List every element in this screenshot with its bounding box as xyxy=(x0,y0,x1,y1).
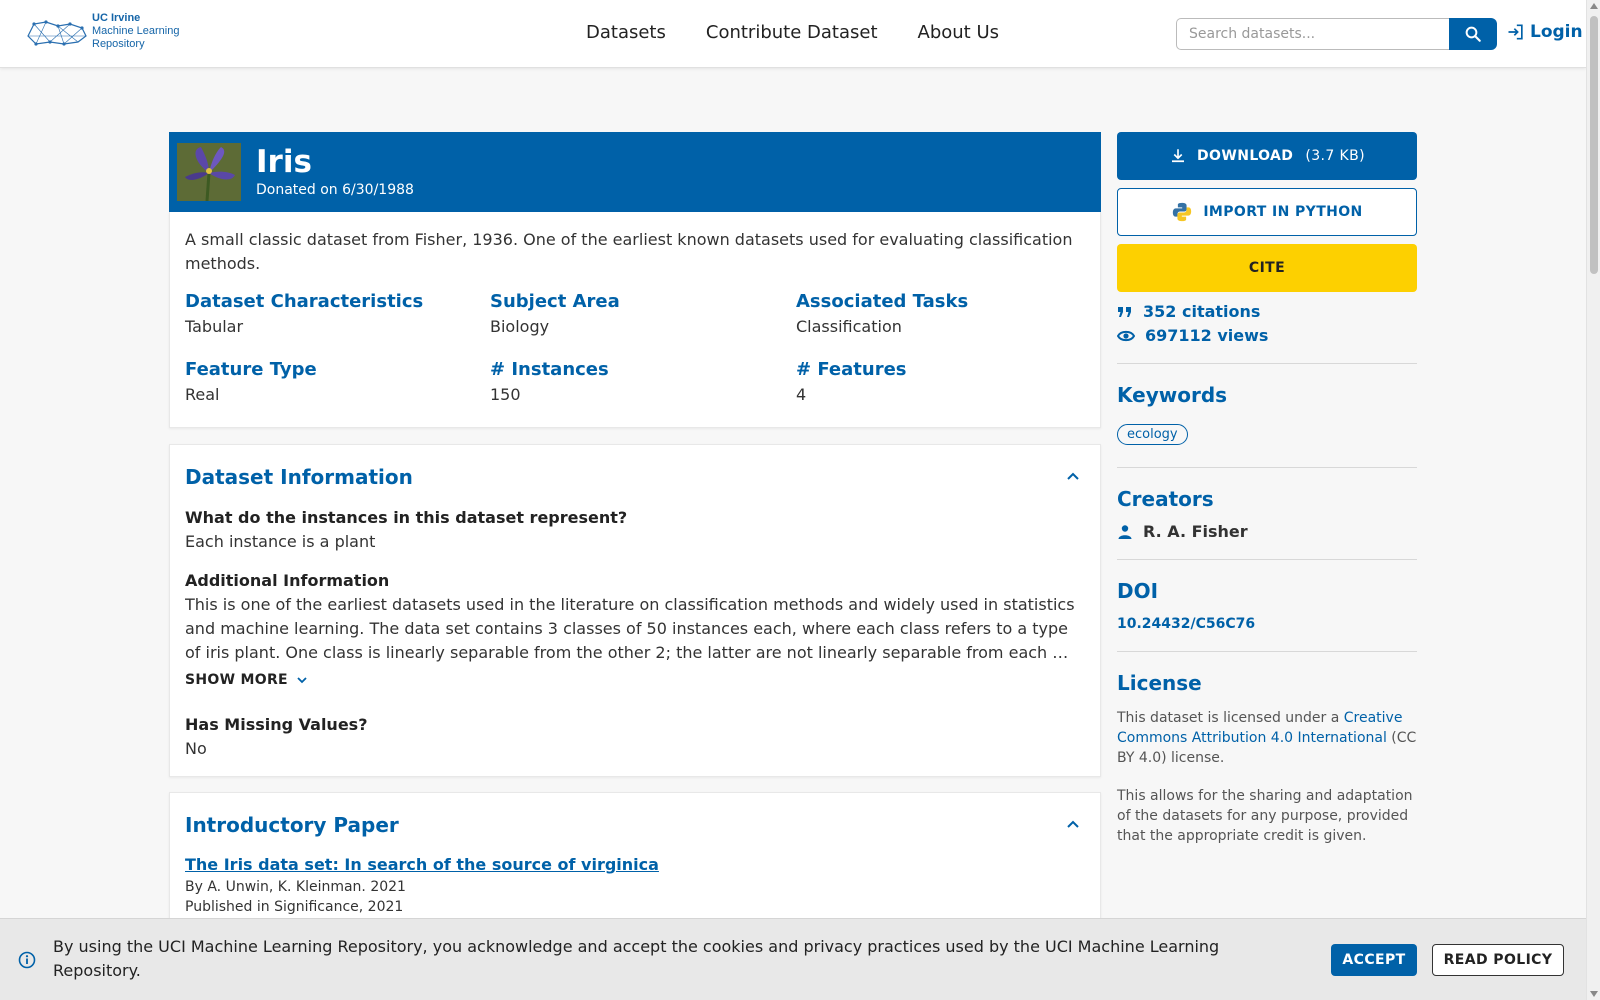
login-label: Login xyxy=(1530,22,1583,42)
instances-question: What do the instances in this dataset represent? xyxy=(185,508,628,527)
eye-icon xyxy=(1117,329,1135,343)
fact-subject-area xyxy=(490,291,790,336)
dataset-title: Iris xyxy=(256,144,312,180)
network-logo-icon xyxy=(24,14,90,50)
keyword-tag[interactable]: ecology xyxy=(1117,424,1188,445)
missing-values-question: Has Missing Values? xyxy=(185,715,368,734)
fact-feature-type xyxy=(185,359,485,404)
creator-item xyxy=(1117,522,1248,541)
keywords-title: Keywords xyxy=(1117,383,1228,407)
introductory-paper-card xyxy=(169,792,1101,932)
doi-value[interactable]: 10.24432/C56C76 xyxy=(1117,616,1256,632)
chevron-up-icon[interactable] xyxy=(1066,471,1080,481)
fact-label: Associated Tasks xyxy=(796,291,969,312)
fact-value: 150 xyxy=(490,385,521,404)
license-prefix: This dataset is licensed under a xyxy=(1117,710,1344,726)
login-link[interactable] xyxy=(1506,22,1583,42)
chevron-down-icon xyxy=(296,676,308,684)
site-header xyxy=(0,0,1586,68)
introductory-paper-title: Introductory Paper xyxy=(185,813,399,837)
page-scrollbar[interactable] xyxy=(1586,0,1600,1000)
license-suffix: (CC BY 4.0) license. xyxy=(1117,730,1417,766)
additional-info-heading: Additional Information xyxy=(185,571,390,590)
logo-line-1: UC Irvine xyxy=(92,12,141,24)
views-stat xyxy=(1117,326,1268,345)
fact-label: Subject Area xyxy=(490,291,620,312)
nav-about-us[interactable]: About Us xyxy=(917,22,999,43)
read-policy-button[interactable]: READ POLICY xyxy=(1432,944,1564,976)
license-link[interactable]: Creative Commons Attribution 4.0 International xyxy=(1117,710,1403,746)
scroll-down-icon[interactable] xyxy=(1590,991,1598,997)
dataset-information-card xyxy=(169,444,1101,777)
license-title: License xyxy=(1117,671,1202,695)
creator-name: R. A. Fisher xyxy=(1143,522,1248,541)
paper-authors: By A. Unwin, K. Kleinman. 2021 xyxy=(185,879,406,895)
views-count: 697112 views xyxy=(1145,326,1269,345)
iris-flower-image xyxy=(177,143,241,201)
sidebar-divider xyxy=(1117,559,1417,560)
quote-icon xyxy=(1117,305,1133,319)
show-more-button[interactable] xyxy=(185,672,308,688)
instances-answer: Each instance is a plant xyxy=(185,532,376,551)
download-icon xyxy=(1169,147,1187,165)
dataset-description: A small classic dataset from Fisher, 1936. One of the earliest known datasets used for evaluating classification methods. xyxy=(185,230,1073,273)
additional-info-text: This is one of the earliest datasets used in the literature on classification methods and widely used in statistics and machine learning. The data set contains 3 classes of 50 instances each, where each class refers to a type of iris plant. One class is linearly separable from the other 2; the latter are not linearly separable from each … xyxy=(185,595,1075,662)
search-bar xyxy=(1176,18,1497,50)
license-text xyxy=(1117,708,1417,768)
show-more-label: SHOW MORE xyxy=(185,672,288,688)
search-input[interactable] xyxy=(1176,18,1449,50)
download-button[interactable] xyxy=(1117,132,1417,180)
accept-button[interactable]: ACCEPT xyxy=(1331,944,1417,976)
search-icon xyxy=(1464,25,1482,43)
fact-features xyxy=(796,359,1096,404)
dataset-information-title: Dataset Information xyxy=(185,465,413,489)
creators-title: Creators xyxy=(1117,487,1214,511)
fact-label: Feature Type xyxy=(185,359,317,380)
dataset-banner xyxy=(169,132,1101,212)
citations-count: 352 citations xyxy=(1143,302,1261,321)
sidebar-divider xyxy=(1117,651,1417,652)
scrollbar-thumb[interactable] xyxy=(1590,16,1598,274)
fact-value: 4 xyxy=(796,385,807,404)
import-in-python-button[interactable] xyxy=(1117,188,1417,236)
cookie-banner xyxy=(0,918,1586,1000)
nav-contribute-dataset[interactable]: Contribute Dataset xyxy=(705,22,878,43)
license-note: This allows for the sharing and adaptation of the datasets for any purpose, provided that the appropriate credit is given. xyxy=(1117,788,1413,844)
fact-value: Tabular xyxy=(185,317,244,336)
person-icon xyxy=(1117,524,1133,540)
dataset-thumbnail xyxy=(177,143,241,201)
logo-text xyxy=(92,12,179,51)
fact-instances xyxy=(490,359,790,404)
search-button[interactable] xyxy=(1449,18,1497,50)
fact-label: # Instances xyxy=(490,359,609,380)
fact-value: Real xyxy=(185,385,220,404)
cite-button[interactable] xyxy=(1117,244,1417,292)
missing-values-answer: No xyxy=(185,739,207,758)
fact-label: Dataset Characteristics xyxy=(185,291,424,312)
site-logo[interactable] xyxy=(24,12,179,51)
fact-value: Biology xyxy=(490,317,550,336)
sidebar-divider xyxy=(1117,467,1417,468)
fact-dataset-characteristics xyxy=(185,291,485,336)
main-nav xyxy=(586,22,999,43)
chevron-up-icon[interactable] xyxy=(1066,819,1080,829)
dataset-summary-card xyxy=(169,212,1101,428)
sidebar-divider xyxy=(1117,363,1417,364)
logo-line-3: Repository xyxy=(92,38,145,50)
python-icon xyxy=(1171,201,1193,223)
citations-link[interactable] xyxy=(1117,302,1260,321)
scroll-up-icon[interactable] xyxy=(1590,3,1598,9)
fact-associated-tasks xyxy=(796,291,1096,336)
paper-link[interactable]: The Iris data set: In search of the source of virginica xyxy=(185,855,659,874)
info-icon xyxy=(18,951,36,969)
doi-title: DOI xyxy=(1117,579,1159,603)
cookie-message: By using the UCI Machine Learning Repository, you acknowledge and accept the cookies and privacy practices used by the UCI Machine Learning Repository. xyxy=(53,937,1220,980)
cite-label: CITE xyxy=(1248,260,1286,276)
donated-date: Donated on 6/30/1988 xyxy=(256,182,414,198)
paper-published: Published in Significance, 2021 xyxy=(185,899,404,915)
login-icon xyxy=(1506,22,1526,42)
fact-value: Classification xyxy=(796,317,902,336)
download-size: (3.7 KB) xyxy=(1305,148,1365,164)
nav-datasets[interactable]: Datasets xyxy=(586,22,666,43)
download-label: DOWNLOAD xyxy=(1197,148,1294,164)
logo-line-2: Machine Learning xyxy=(92,25,180,37)
fact-label: # Features xyxy=(796,359,907,380)
import-in-python-label: IMPORT IN PYTHON xyxy=(1203,204,1363,220)
